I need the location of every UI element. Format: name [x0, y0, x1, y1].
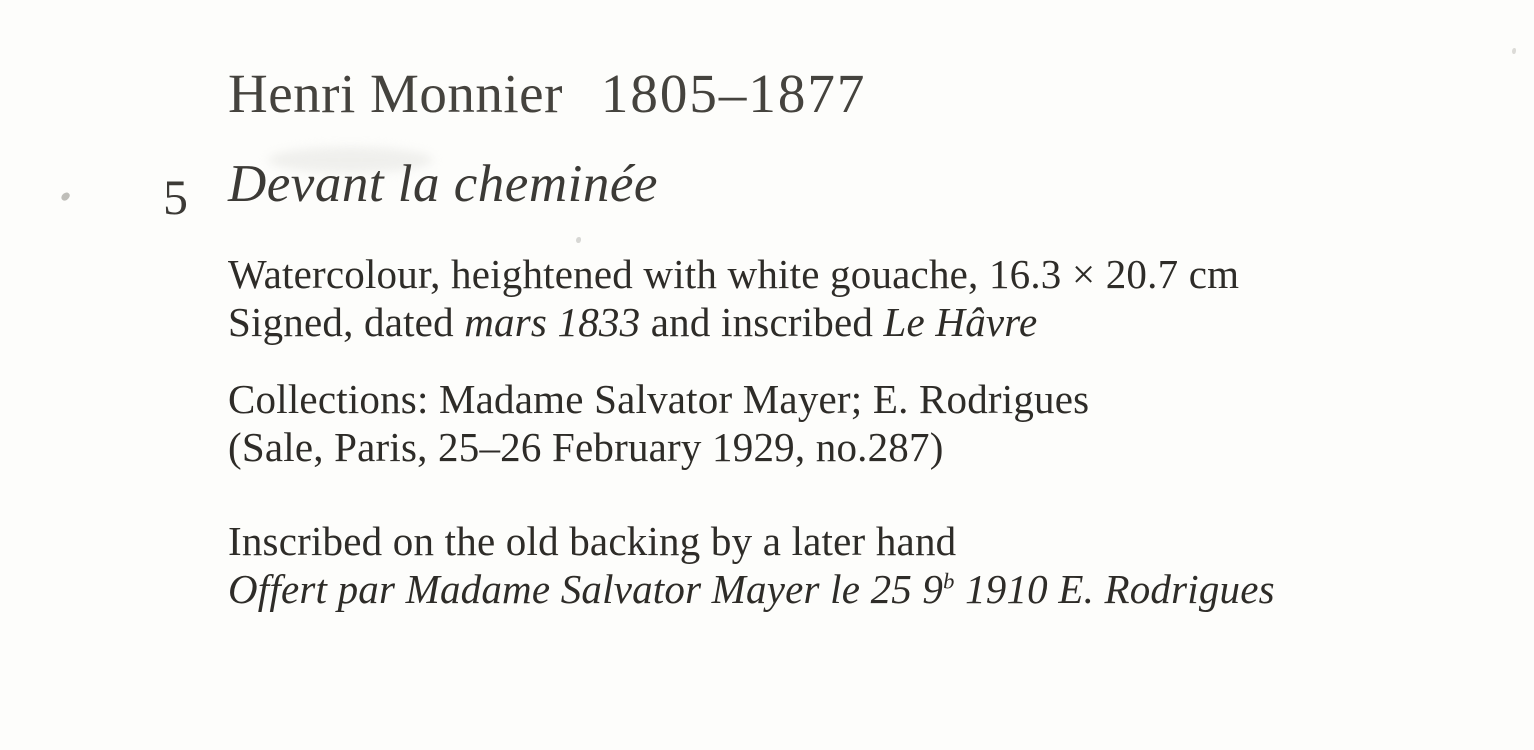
work-title: Devant la cheminée: [228, 155, 658, 213]
artist-name: Henri Monnier: [228, 63, 563, 124]
inscription-italic-1: Offert par Madame Salvator Mayer le 25 9: [228, 566, 944, 612]
collections-paragraph: [228, 375, 1089, 471]
signed-text-1: Signed, dated: [228, 299, 465, 345]
catalog-number: 5: [163, 169, 188, 225]
scan-speck: [1512, 48, 1516, 54]
signed-text-2: and inscribed: [640, 299, 884, 345]
collections-line-2: (Sale, Paris, 25–26 February 1929, no.287): [228, 424, 944, 470]
scan-speck: [60, 191, 71, 202]
medium-line: Watercolour, heightened with white gouache, 16.3 × 20.7 cm: [228, 251, 1240, 297]
inscription-italic-2: 1910 E. Rodrigues: [954, 566, 1275, 612]
inscription-line-2: [228, 565, 1275, 613]
inscription-paragraph: [228, 517, 1275, 613]
inscription-superscript-b: b: [943, 568, 955, 594]
scan-speck: [576, 237, 581, 243]
signed-place-italic: Le Hâvre: [883, 299, 1038, 345]
medium-paragraph: [228, 250, 1239, 346]
artist-dates: 1805–1877: [600, 63, 867, 124]
artist-heading: [228, 63, 867, 124]
inscription-line-1: Inscribed on the old backing by a later hand: [228, 518, 957, 564]
signed-line: [228, 298, 1239, 346]
collections-line-1: Collections: Madame Salvator Mayer; E. Rodrigues: [228, 376, 1090, 422]
signed-date-italic: mars 1833: [464, 299, 641, 345]
